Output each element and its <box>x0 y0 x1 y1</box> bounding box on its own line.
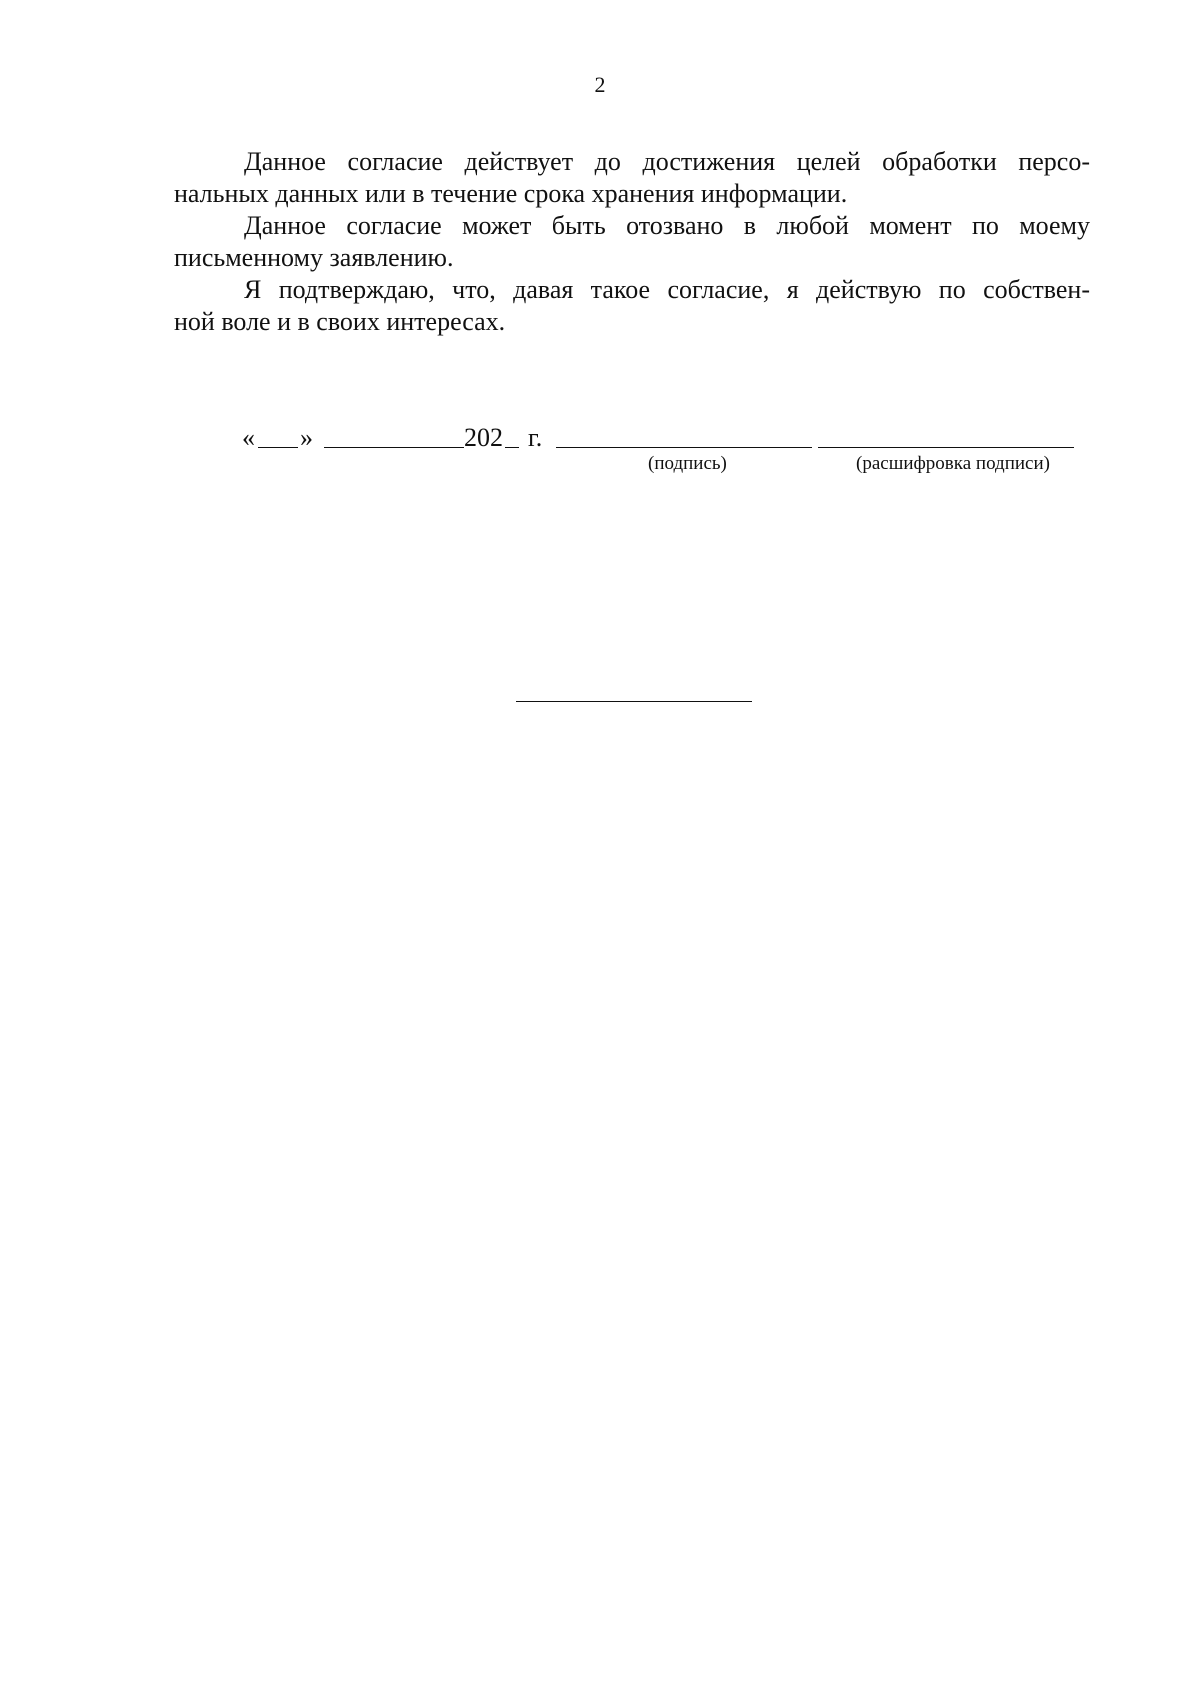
signature-block <box>0 0 1200 500</box>
end-of-document-line <box>516 701 752 702</box>
month-blank[interactable] <box>324 447 464 448</box>
year-blank[interactable] <box>505 447 519 448</box>
paragraph-line: Я подтверждаю, что, давая такое согласие, я действую по собствен- <box>244 275 1090 304</box>
signature-caption: (подпись) <box>648 453 727 474</box>
paragraph-line: письменному заявлению. <box>174 243 454 272</box>
year-suffix: г. <box>528 423 543 452</box>
paragraph-line: Данное согласие может быть отозвано в любой момент по моему <box>244 211 1090 240</box>
signature-decoding-blank[interactable] <box>818 447 1074 448</box>
paragraph-line: ной воле и в своих интересах. <box>174 307 506 336</box>
signature-blank[interactable] <box>556 447 812 448</box>
date-quote-open: « <box>242 423 255 452</box>
day-blank[interactable] <box>258 447 298 448</box>
paragraph-line: Данное согласие действует до достижения целей обработки персо- <box>244 147 1090 176</box>
paragraph-line: нальных данных или в течение срока хранения информации. <box>174 179 848 208</box>
date-quote-close: » <box>300 423 313 452</box>
signature-decoding-caption: (расшифровка подписи) <box>856 453 1050 474</box>
year-prefix: 202 <box>464 423 503 452</box>
page-number: 2 <box>594 72 606 97</box>
